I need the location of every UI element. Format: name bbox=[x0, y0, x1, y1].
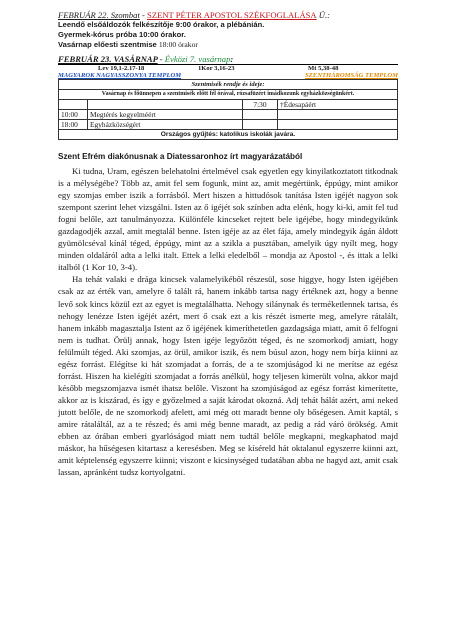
saturday-heading bbox=[58, 10, 398, 20]
sunday-heading bbox=[58, 54, 398, 65]
row-time-2 bbox=[243, 120, 278, 130]
row-intention-2 bbox=[278, 110, 398, 120]
reading-lev: Lev 19,1-2.17-18 bbox=[98, 65, 145, 72]
sunday-date: FEBRUÁR 23. VASÁRNAP bbox=[58, 54, 158, 64]
vigil-label: Vasárnap előesti szentmise bbox=[58, 40, 159, 49]
row-time bbox=[59, 100, 88, 110]
row-intention-2: †Édesapáért bbox=[278, 100, 398, 110]
sunday-colon: : bbox=[230, 54, 234, 64]
row-intention bbox=[88, 100, 243, 110]
collection-note: Országos gyűjtés: katolikus iskolák javára. bbox=[59, 130, 398, 140]
row-time-2: 7:30 bbox=[243, 100, 278, 110]
row-time: 10:00 bbox=[59, 110, 88, 120]
reading-mt: Mt 5,38-48 bbox=[308, 65, 339, 72]
row-time: 18:00 bbox=[59, 120, 88, 130]
churches-row bbox=[58, 72, 398, 79]
sunday-separator: - bbox=[157, 54, 165, 64]
row-intention: Egyházközségért bbox=[88, 120, 243, 130]
church-right: SZENTHÁROMSÁG TEMPLOM bbox=[305, 72, 398, 79]
saturday-date: FEBRUÁR 22. Szombat bbox=[58, 10, 140, 20]
sunday-name: Évközi 7. vasárnap bbox=[164, 54, 231, 64]
announcement-first-communion: Leendő elsőáldozók felkészítője 9:00 órakor, a plébánián. bbox=[58, 20, 265, 29]
saturday-rank: Ü.: bbox=[316, 10, 331, 20]
reading-kor: 1Kor 3,16-23 bbox=[198, 65, 235, 72]
bulletin-page bbox=[58, 10, 398, 478]
announcement-choir: Gyermek-kórus próba 10:00 órakor. bbox=[58, 30, 186, 39]
article-body bbox=[58, 165, 398, 478]
article-paragraph: Ha tehát valaki e drága kincsek valamelyikéből részesül, sose higgye, hogy Isten igéjében csak az az érték van, amelyre ő talált rá, hanem inkább tartsa nagy értéknek azt, hogy a benne levő sok kincs közül ezt az egyet is megtalálhatta. Nehogy silánynak és terméketlennek tartsa, és nehogy lenézze Isten igéjét azért, mert ő csak ezt a kis részét ismerte meg, amelyre rátalált, hanem inkább magasztalja Istent az ő igéjének kimeríthetetlen gazdagsága miatt, amit ő felfogni nem is tudhat. Örülj annak, hogy Isten igéje legyőzött téged, és ne szomorkodj amiatt, hogy felülmúlt téged. Aki szomjas, az örül, amikor iszik, és nem búsul azon, hogy nem bírja kiinni az egész forrást. Elégítse ki hát szomjadat a forrás, de a te szomjúságod ki ne merítse az egész forrást. Hiszen ha kielégíti szomjadat a forrás anélkül, hogy teljesen kimerült volna, akkor majd később megszomjazva ismét ihatsz belőle. Viszont ha szomjúságod az egész forrást kimerítette, akkor az is kiszárad, és így e győzelmed a saját károdat okozná. Adj tehát hálát azért, ami neked jutott belőle, de ne szomorkodj afelett, ami még ott maradt benne oly bőségesen. Amit kaptál, s amire rátaláltál, az a te részed; és ami még benne maradt, az pedig a rád váró örökség. Amit ebben az órában emberi gyarlóságod miatt nem tudtál belőle megkapni, megkaphatod majd máskor, ha hűségesen kitartasz a keresésben. Meg se kíséreld hát oktalanul egyszerre kiinni azt, amit képtelenség egyszerre kiinni; viszont e kicsinységed tudatában abba ne hagyd azt, amit csak lassan, apránként tudsz kortyolgatni. bbox=[58, 274, 398, 478]
schedule-row bbox=[59, 100, 398, 110]
row-intention-2 bbox=[278, 120, 398, 130]
schedule-title: Szentmisék rendje és ideje: bbox=[59, 80, 398, 90]
saturday-separator: - bbox=[139, 10, 148, 20]
saturday-feast: SZENT PÉTER APOSTOL SZÉKFOGLALÁSA bbox=[147, 10, 317, 20]
vigil-time: 18:00 órakor bbox=[158, 40, 198, 49]
article-title: Szent Efrém diakónusnak a Diatessaronhoz írt magyarázatából bbox=[58, 152, 303, 161]
article-paragraph: Ki tudna, Uram, egészen belehatolni értelmével csak egyetlen egy kinyilatkoztatott titkodnak is a mélységébe? Több az, amit fel sem fogunk, mint az, amit megértünk, éppúgy, mint amikor egy szomjas ember iszik a forrásból. Mert hiszen a hittudósok tanítása Isten igéjét nagyon sok szempont szerint lehet vizsgálni. Isten az ő igéjét sok színben adta elénk, hogy ki-ki, amit fel tud fogni belőle, azt tanulmányozza. Különféle kincseket rejtett bele igéjébe, hogy mindegyikünk gazdagodjék azzal, amit megtalál benne. Isten igéje az az élet fája, amely mindegyik ágán áldott gyümölcséval kínál téged, éppúgy, mint az a szikla a pusztában, amelyik úgy nyílt meg, hogy minden oldaláról adta a lelki italt. Ettek a lelki eledelből – mondja az Apostol -, és ittak a lelki italból (1 Kor 10, 3-4). bbox=[58, 166, 398, 273]
row-intention: Megtérés kegyelméért bbox=[88, 110, 243, 120]
row-time-2 bbox=[243, 110, 278, 120]
readings-row bbox=[58, 65, 398, 72]
mass-schedule-table bbox=[58, 79, 398, 140]
schedule-note: Vasárnap és főünnepen a szentmisék előtt fél órával, rózsafüzért imádkozunk egyházközségünkért. bbox=[59, 90, 398, 100]
church-left: MAGYAROK NAGYASSZONYA TEMPLOM bbox=[58, 72, 182, 79]
vigil-mass bbox=[58, 40, 398, 50]
schedule-row bbox=[59, 110, 398, 120]
schedule-row bbox=[59, 120, 398, 130]
